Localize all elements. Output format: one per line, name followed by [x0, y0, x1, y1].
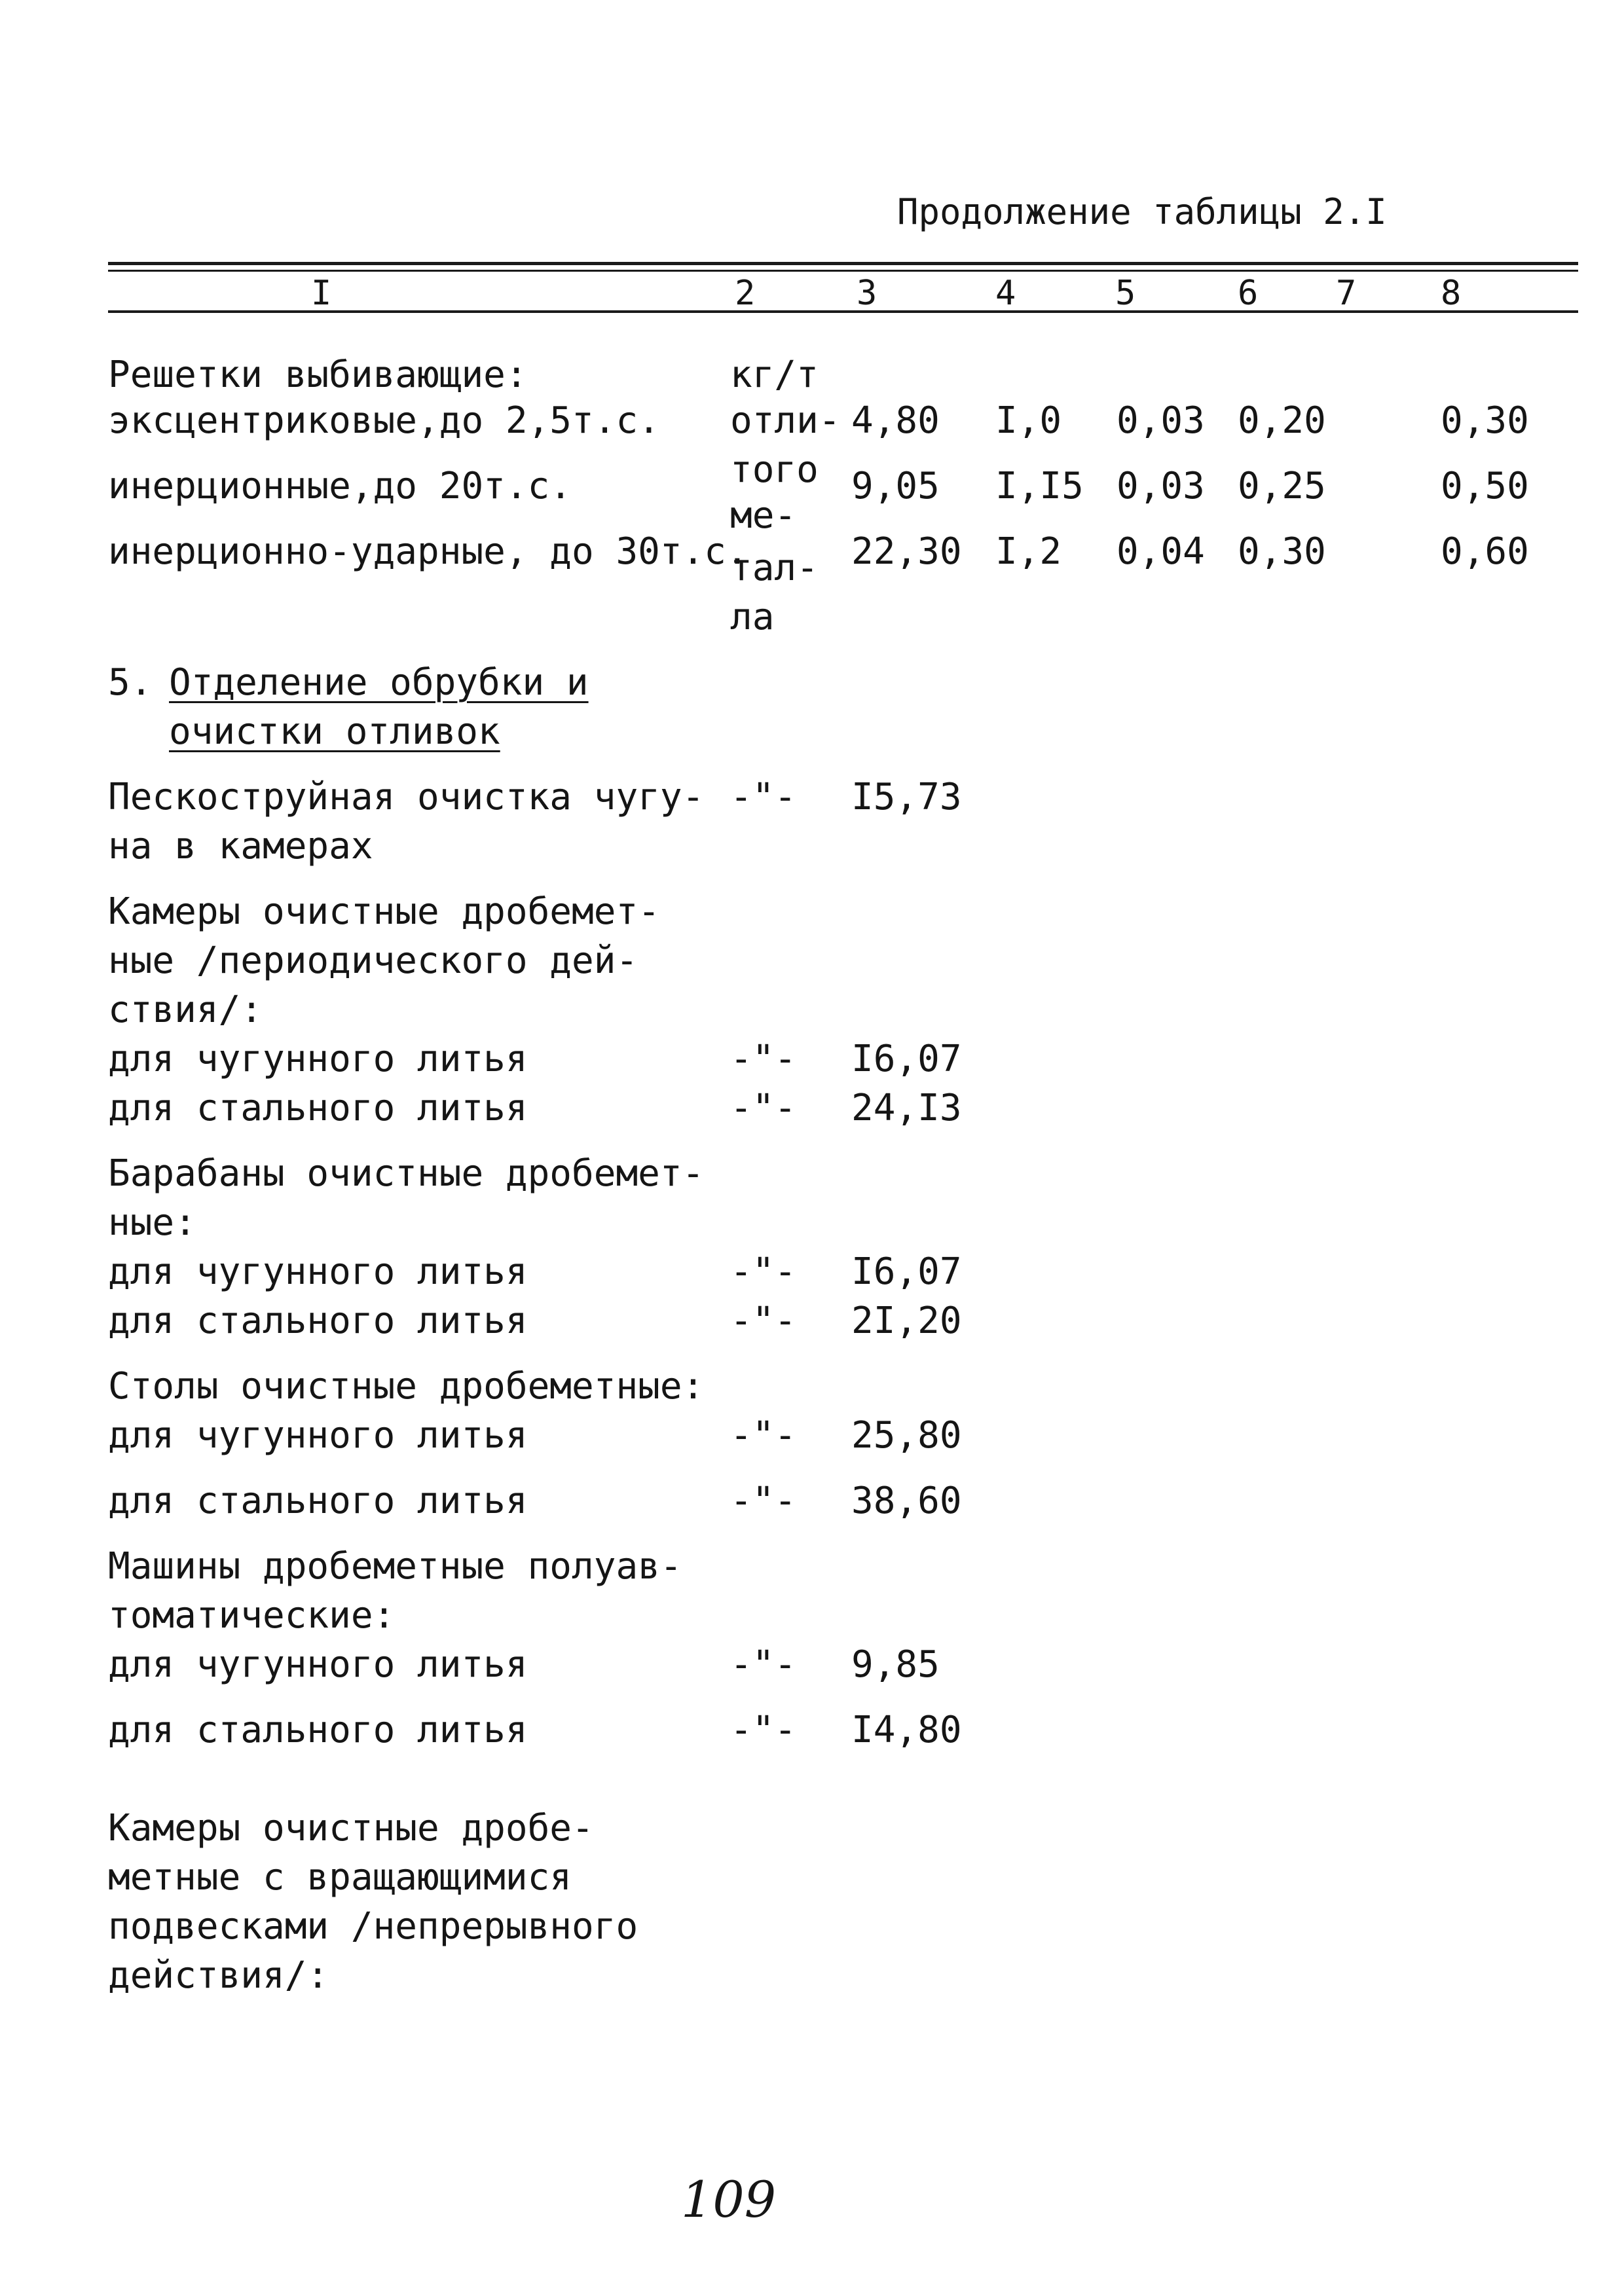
item-name: для чугунного литья — [108, 1038, 528, 1080]
item-name: ные /периодического дей- — [108, 939, 638, 982]
column-header-2: 2 — [735, 274, 756, 313]
header-top-rule-thin — [108, 270, 1578, 272]
grate-row-c3: 22,30 — [851, 530, 962, 573]
unit-line-6: ла — [730, 596, 775, 638]
item-name: Машины дробеметные полуав- — [108, 1545, 682, 1588]
grate-row-name: инерционные,до 20т.с. — [108, 465, 572, 507]
item-name: Камеры очистные дробе- — [108, 1807, 594, 1850]
ditto-mark: -"- — [730, 1643, 797, 1686]
section-number: 5. — [108, 661, 153, 704]
item-name: для стального литья — [108, 1709, 528, 1751]
ditto-mark: -"- — [730, 1709, 797, 1751]
ditto-mark: -"- — [730, 776, 797, 818]
item-name: ствия/: — [108, 989, 263, 1031]
unit-line-4: ме- — [730, 494, 797, 537]
grate-row-c8: 0,30 — [1441, 399, 1529, 442]
value-c3: 2I,20 — [851, 1300, 962, 1342]
header-top-rule — [108, 262, 1578, 265]
column-header-4: 4 — [995, 274, 1016, 313]
ditto-mark: -"- — [730, 1300, 797, 1342]
grate-row-c6: 0,25 — [1238, 465, 1326, 507]
value-c3: I4,80 — [851, 1709, 962, 1751]
value-c3: I6,07 — [851, 1038, 962, 1080]
item-name: метные с вращающимися — [108, 1856, 572, 1899]
grate-row-name: инерционно-ударные, до 30т.с. — [108, 530, 748, 573]
value-c3: 9,85 — [851, 1643, 940, 1686]
item-name: для стального литья — [108, 1480, 528, 1522]
item-name: томатические: — [108, 1594, 396, 1637]
item-name: на в камерах — [108, 825, 373, 867]
column-header-5: 5 — [1115, 274, 1136, 313]
item-name: действия/: — [108, 1954, 329, 1997]
grate-row-c4: I,0 — [995, 399, 1062, 442]
grate-row-c5: 0,04 — [1116, 530, 1205, 573]
grate-row-c8: 0,60 — [1441, 530, 1529, 573]
item-name: Барабаны очистные дробемет- — [108, 1152, 705, 1195]
item-name: для стального литья — [108, 1300, 528, 1342]
grate-row-c5: 0,03 — [1116, 465, 1205, 507]
item-name: подвесками /непрерывного — [108, 1905, 638, 1948]
ditto-mark: -"- — [730, 1414, 797, 1457]
page-number: 109 — [681, 2170, 777, 2229]
unit-line-3: того — [730, 448, 819, 491]
grates-title: Решетки выбивающие: — [108, 354, 528, 396]
ditto-mark: -"- — [730, 1087, 797, 1129]
grate-row-name: эксцентриковые,до 2,5т.с. — [108, 399, 660, 442]
value-c3: I6,07 — [851, 1250, 962, 1293]
item-name: для чугунного литья — [108, 1414, 528, 1457]
item-name: для чугунного литья — [108, 1643, 528, 1686]
column-header-6: 6 — [1238, 274, 1259, 313]
grate-row-c3: 9,05 — [851, 465, 940, 507]
item-name: Столы очистные дробеметные: — [108, 1365, 705, 1408]
item-name: ные: — [108, 1201, 196, 1244]
item-name: Пескоструйная очистка чугу- — [108, 776, 705, 818]
grate-row-c5: 0,03 — [1116, 399, 1205, 442]
unit-line-5: тал- — [730, 547, 819, 589]
column-header-1: I — [311, 274, 332, 313]
column-header-3: 3 — [857, 274, 877, 313]
item-name: для стального литья — [108, 1087, 528, 1129]
column-header-7: 7 — [1336, 274, 1357, 313]
grate-row-c8: 0,50 — [1441, 465, 1529, 507]
value-c3: 38,60 — [851, 1480, 962, 1522]
column-header-8: 8 — [1441, 274, 1462, 313]
grate-row-c6: 0,20 — [1238, 399, 1326, 442]
ditto-mark: -"- — [730, 1038, 797, 1080]
item-name: Камеры очистные дробемет- — [108, 890, 660, 933]
unit-line-2: отли- — [730, 399, 841, 442]
section-title-line-1: Отделение обрубки и — [169, 661, 589, 704]
ditto-mark: -"- — [730, 1250, 797, 1293]
value-c3: I5,73 — [851, 776, 962, 818]
value-c3: 25,80 — [851, 1414, 962, 1457]
grate-row-c6: 0,30 — [1238, 530, 1326, 573]
unit-line-1: кг/т — [730, 354, 819, 396]
grate-row-c4: I,I5 — [995, 465, 1084, 507]
item-name: для чугунного литья — [108, 1250, 528, 1293]
grate-row-c3: 4,80 — [851, 399, 940, 442]
grate-row-c4: I,2 — [995, 530, 1062, 573]
section-title-line-2: очистки отливок — [169, 710, 500, 753]
ditto-mark: -"- — [730, 1480, 797, 1522]
value-c3: 24,I3 — [851, 1087, 962, 1129]
table-continuation-heading: Продолжение таблицы 2.I — [897, 191, 1387, 232]
